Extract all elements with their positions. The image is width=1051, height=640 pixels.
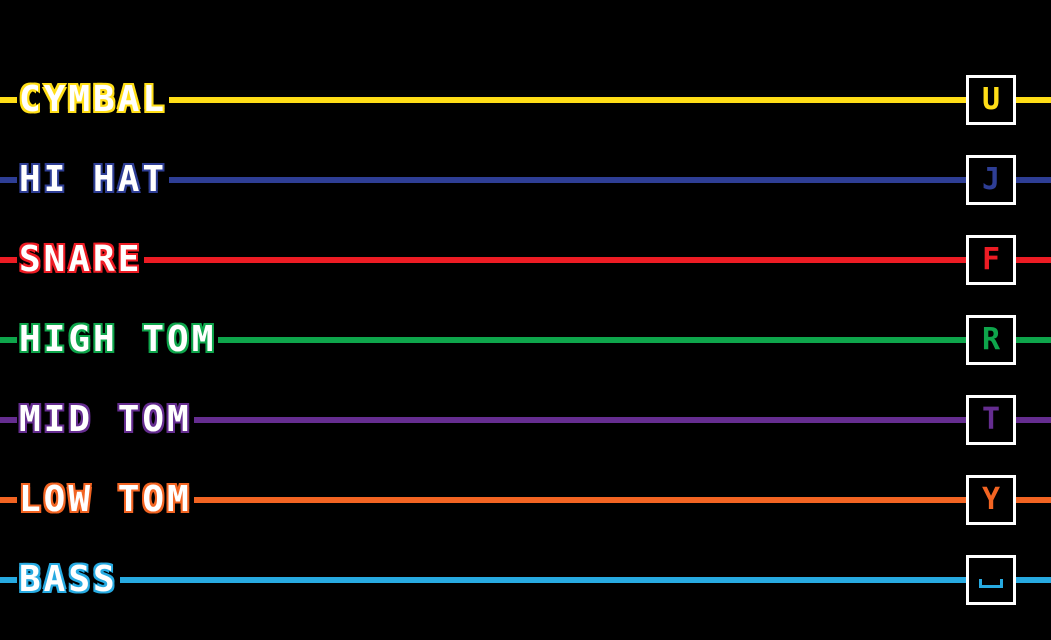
key-letter-low-tom: Y [981,482,1001,517]
key-letter-snare: F [981,242,1001,277]
key-letter-hi-hat: J [981,162,1001,197]
lane-low-tom [0,475,1051,525]
lane-label-bass: BASS [19,559,118,600]
key-box-hi-hat[interactable] [966,155,1016,205]
spacebar-icon [979,579,1003,588]
lane-cymbal [0,75,1051,125]
key-letter-mid-tom: T [981,402,1001,437]
key-box-cymbal[interactable] [966,75,1016,125]
lane-label-mid-tom: MID TOM [19,399,192,440]
lane-label-hi-hat: HI HAT [19,159,168,200]
key-box-high-tom[interactable] [966,315,1016,365]
key-box-mid-tom[interactable] [966,395,1016,445]
key-box-low-tom[interactable] [966,475,1016,525]
key-letter-cymbal: U [981,82,1001,117]
lane-label-cymbal: CYMBAL [19,79,168,120]
lane-mid-tom [0,395,1051,445]
key-box-snare[interactable] [966,235,1016,285]
lane-label-high-tom: HIGH TOM [19,319,217,360]
lane-snare [0,235,1051,285]
key-letter-high-tom: R [981,322,1001,357]
lane-label-low-tom: LOW TOM [19,479,192,520]
lane-line-snare [0,257,1051,263]
lane-hi-hat [0,155,1051,205]
lane-bass [0,555,1051,605]
lane-line-bass [0,577,1051,583]
key-box-bass[interactable] [966,555,1016,605]
lane-label-snare: SNARE [19,239,143,280]
lane-high-tom [0,315,1051,365]
